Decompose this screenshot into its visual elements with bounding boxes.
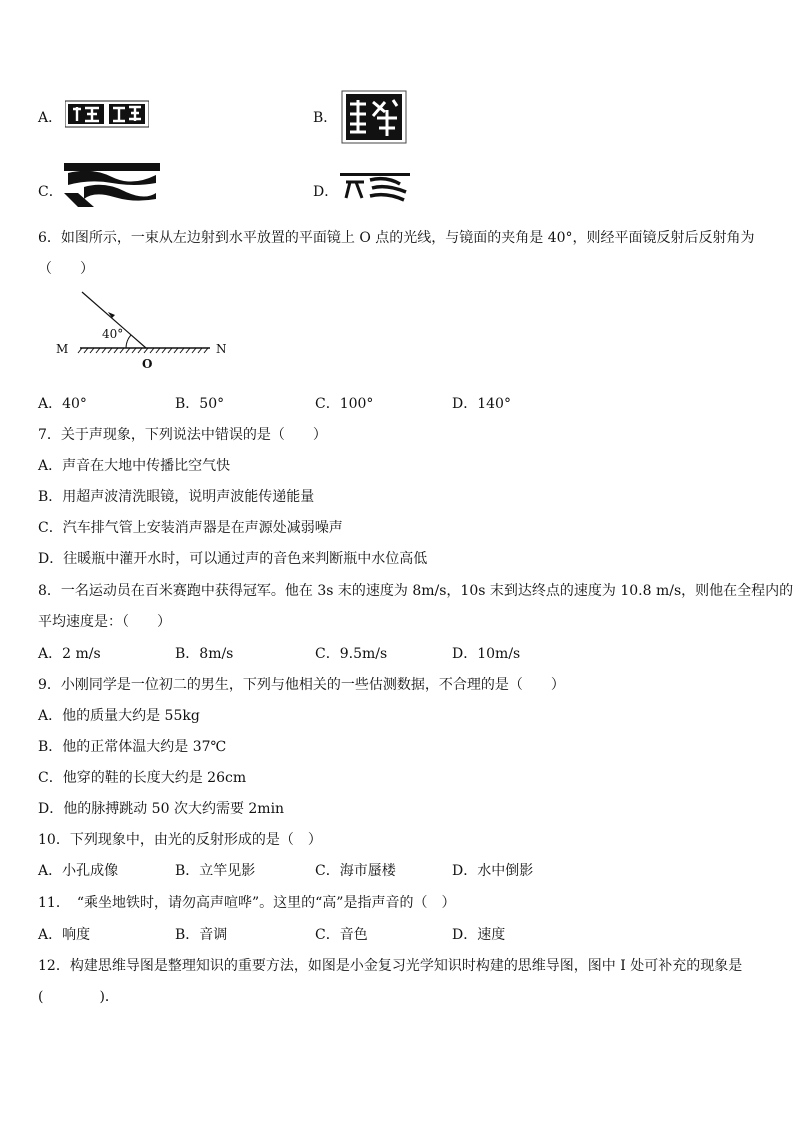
- q12-stem-line1: 12．构建思维导图是整理知识的重要方法，如图是小金复习光学知识时构建的思维导图，图中 I 处可补充的现象是: [38, 958, 743, 974]
- q6-option-a: A．40°: [38, 396, 87, 412]
- q8-option-b: B．8m/s: [175, 646, 234, 662]
- q5-option-c-letter: C．: [38, 184, 63, 200]
- q6-mirror-right-label: N: [216, 342, 227, 356]
- q11-option-d: D．速度: [452, 927, 506, 943]
- q7-option-c: C．汽车排气管上安装消声器是在声源处减弱噪声: [38, 520, 343, 536]
- q6-mirror-left-label: M: [56, 342, 69, 356]
- q8-option-a: A．2 m/s: [38, 646, 101, 662]
- q12-stem-line2: ( )．: [38, 989, 119, 1005]
- q7-stem: 7．关于声现象，下列说法中错误的是（ ）: [38, 427, 327, 443]
- q5-option-a-letter: A．: [38, 110, 63, 126]
- q11-option-a: A．响度: [38, 927, 91, 943]
- q8-stem-line2: 平均速度是：（ ）: [38, 614, 171, 630]
- q6-stem-line1: 6．如图所示，一束从左边射到水平放置的平面镜上 O 点的光线，与镜面的夹角是 40°，则经平面镜反射后反射角为: [38, 230, 755, 246]
- q9-option-b: B．他的正常体温大约是 37℃: [38, 739, 227, 755]
- q9-option-a: A．他的质量大约是 55kg: [38, 708, 200, 724]
- q5-option-a-image: [65, 99, 149, 133]
- q5-option-b-image: [341, 90, 407, 148]
- q11-option-c: C．音色: [315, 927, 368, 943]
- q11-option-b: B．音调: [175, 927, 228, 943]
- q5-option-d-image: [340, 170, 410, 208]
- q6-mirror-figure: [52, 286, 242, 380]
- q7-option-b: B．用超声波清洗眼镜，说明声波能传递能量: [38, 489, 315, 505]
- q11-stem: 11． “乘坐地铁时，请勿高声喧哗”。这里的“高”是指声音的（ ）: [38, 895, 456, 911]
- q5-option-d-letter: D．: [313, 184, 339, 200]
- q6-point-label: O: [142, 357, 153, 371]
- q10-option-c: C．海市蜃楼: [315, 863, 396, 879]
- q8-option-d: D．10m/s: [452, 646, 521, 662]
- q6-option-b: B．50°: [175, 396, 225, 412]
- q6-option-d: D．140°: [452, 396, 511, 412]
- q9-stem: 9．小刚同学是一位初二的男生，下列与他相关的一些估测数据，不合理的是（ ）: [38, 677, 565, 693]
- q6-angle-label: 40°: [102, 327, 124, 341]
- q6-stem-line2: （ ）: [38, 261, 94, 277]
- q8-stem-line1: 8．一名运动员在百米赛跑中获得冠军。他在 3s 末的速度为 8m/s，10s 末到达终点的速度为 10.8 m/s，则他在全程内的: [38, 583, 794, 599]
- q9-option-d: D．他的脉搏跳动 50 次大约需要 2min: [38, 801, 285, 817]
- q10-option-a: A．小孔成像: [38, 863, 119, 879]
- q10-stem: 10．下列现象中，由光的反射形成的是（ ）: [38, 832, 322, 848]
- q10-option-b: B．立竿见影: [175, 863, 256, 879]
- q10-option-d: D．水中倒影: [452, 863, 534, 879]
- q6-option-c: C．100°: [315, 396, 374, 412]
- q8-option-c: C．9.5m/s: [315, 646, 388, 662]
- q5-option-b-letter: B．: [313, 110, 338, 126]
- q9-option-c: C．他穿的鞋的长度大约是 26cm: [38, 770, 247, 786]
- q7-option-d: D．往暖瓶中灌开水时，可以通过声的音色来判断瓶中水位高低: [38, 551, 428, 567]
- q5-option-c-image: [64, 163, 160, 213]
- q7-option-a: A．声音在大地中传播比空气快: [38, 458, 231, 474]
